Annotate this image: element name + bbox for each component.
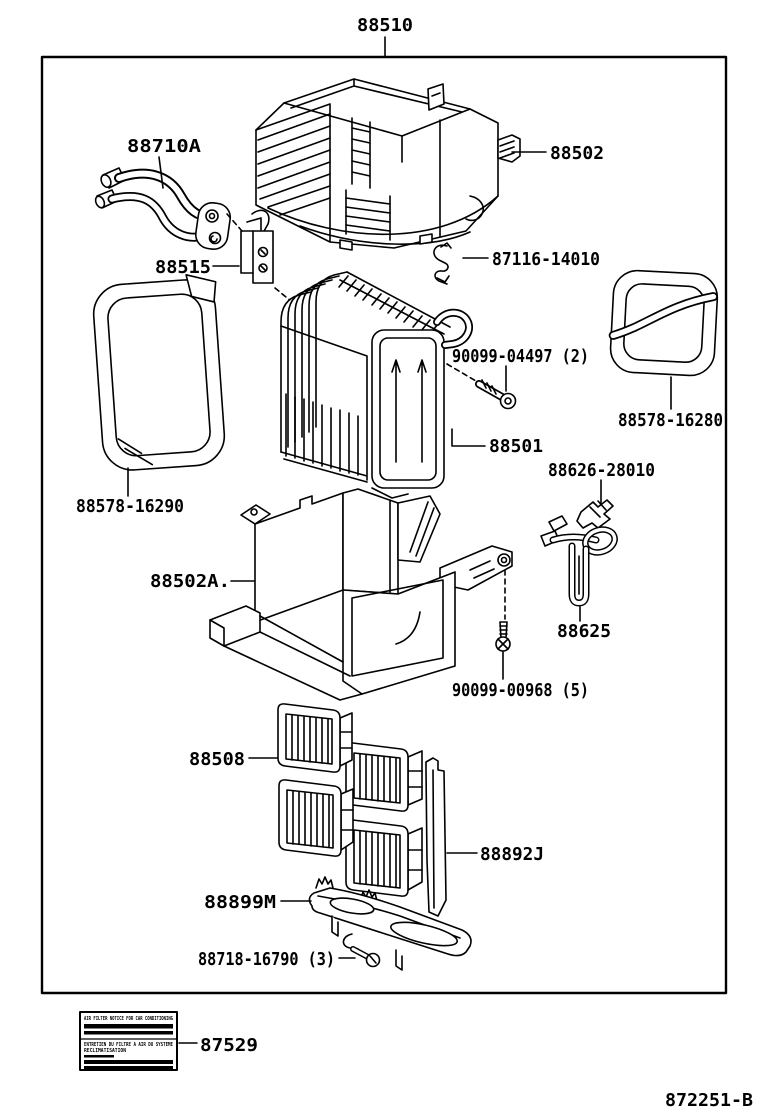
part-label-caution-label: 87529 bbox=[200, 1035, 258, 1056]
callout-side-plate bbox=[447, 844, 544, 865]
callout-filter bbox=[189, 749, 277, 770]
part-label-thermistor: 88625 bbox=[557, 621, 611, 642]
part-label-expansion-valve: 88515 bbox=[155, 257, 211, 278]
part-label-filter-case: 88899M bbox=[204, 892, 277, 913]
tapping-screw-drawing bbox=[353, 949, 380, 967]
callout-lower-case bbox=[150, 571, 254, 592]
part-label-pipe: 88710A bbox=[127, 136, 202, 157]
clamp-drawing bbox=[434, 243, 451, 284]
caution-label-text-en: AIR FILTER NOTICE FOR CAR CONDITIONING bbox=[84, 1016, 173, 1022]
callout-caution-label bbox=[179, 1035, 258, 1056]
upper-case-drawing bbox=[256, 79, 520, 250]
part-label-thermistor-clamp: 88626-28010 bbox=[548, 460, 655, 481]
callout-upper-case bbox=[512, 143, 604, 164]
callout-screw-with-washer bbox=[452, 346, 589, 391]
part-label-screw: 90099-00968 (5) bbox=[452, 680, 589, 701]
caution-label-text-fr-2: RECLIMATISATION bbox=[84, 1048, 126, 1054]
callout-filter-case bbox=[204, 892, 311, 913]
callout-packing-left bbox=[76, 468, 184, 517]
packing-left-drawing bbox=[91, 273, 228, 472]
callout-tapping-screw bbox=[198, 949, 355, 970]
part-label-clamp: 87116-14010 bbox=[492, 249, 600, 270]
part-label-evaporator: 88501 bbox=[489, 436, 543, 457]
thermistor-drawing bbox=[541, 516, 618, 603]
callout-screw bbox=[452, 652, 589, 701]
callout-thermistor-clamp bbox=[548, 460, 655, 503]
part-label-lower-case: 88502A. bbox=[150, 571, 230, 592]
part-label-packing-left: 88578-16290 bbox=[76, 496, 184, 517]
callout-packing-right bbox=[618, 377, 723, 431]
lower-case-drawing bbox=[210, 489, 512, 700]
caution-label-drawing bbox=[80, 1012, 177, 1070]
callout-expansion-valve bbox=[155, 257, 239, 278]
callout-assembly bbox=[357, 15, 413, 57]
part-label-packing-right: 88578-16280 bbox=[618, 410, 723, 431]
side-plate-drawing bbox=[426, 758, 446, 916]
expansion-valve-drawing bbox=[241, 210, 273, 283]
drawing-number: 872251-B bbox=[665, 1090, 754, 1111]
callout-clamp bbox=[463, 249, 600, 270]
part-label-upper-case: 88502 bbox=[550, 143, 604, 164]
part-label-filter: 88508 bbox=[189, 749, 245, 770]
part-label-side-plate: 88892J bbox=[480, 844, 544, 865]
thermistor-clamp-drawing bbox=[577, 500, 613, 528]
part-label-assembly: 88510 bbox=[357, 15, 413, 36]
packing-right-drawing bbox=[609, 269, 718, 376]
filter-drawing bbox=[278, 704, 422, 896]
screw-drawing bbox=[496, 622, 510, 651]
pipe-drawing bbox=[94, 168, 232, 251]
caution-label-text-fr-1: ENTRETIEN DU FILTRE A AIR DU SYSTEME bbox=[84, 1042, 173, 1048]
evaporator-drawing bbox=[281, 272, 469, 498]
part-label-tapping-screw: 88718-16790 (3) bbox=[198, 949, 335, 970]
callout-evaporator bbox=[452, 429, 543, 457]
part-label-screw-with-washer: 90099-04497 (2) bbox=[452, 346, 589, 367]
callout-thermistor bbox=[557, 607, 611, 642]
leader-line bbox=[452, 429, 485, 446]
screw-with-washer-drawing bbox=[479, 380, 516, 409]
